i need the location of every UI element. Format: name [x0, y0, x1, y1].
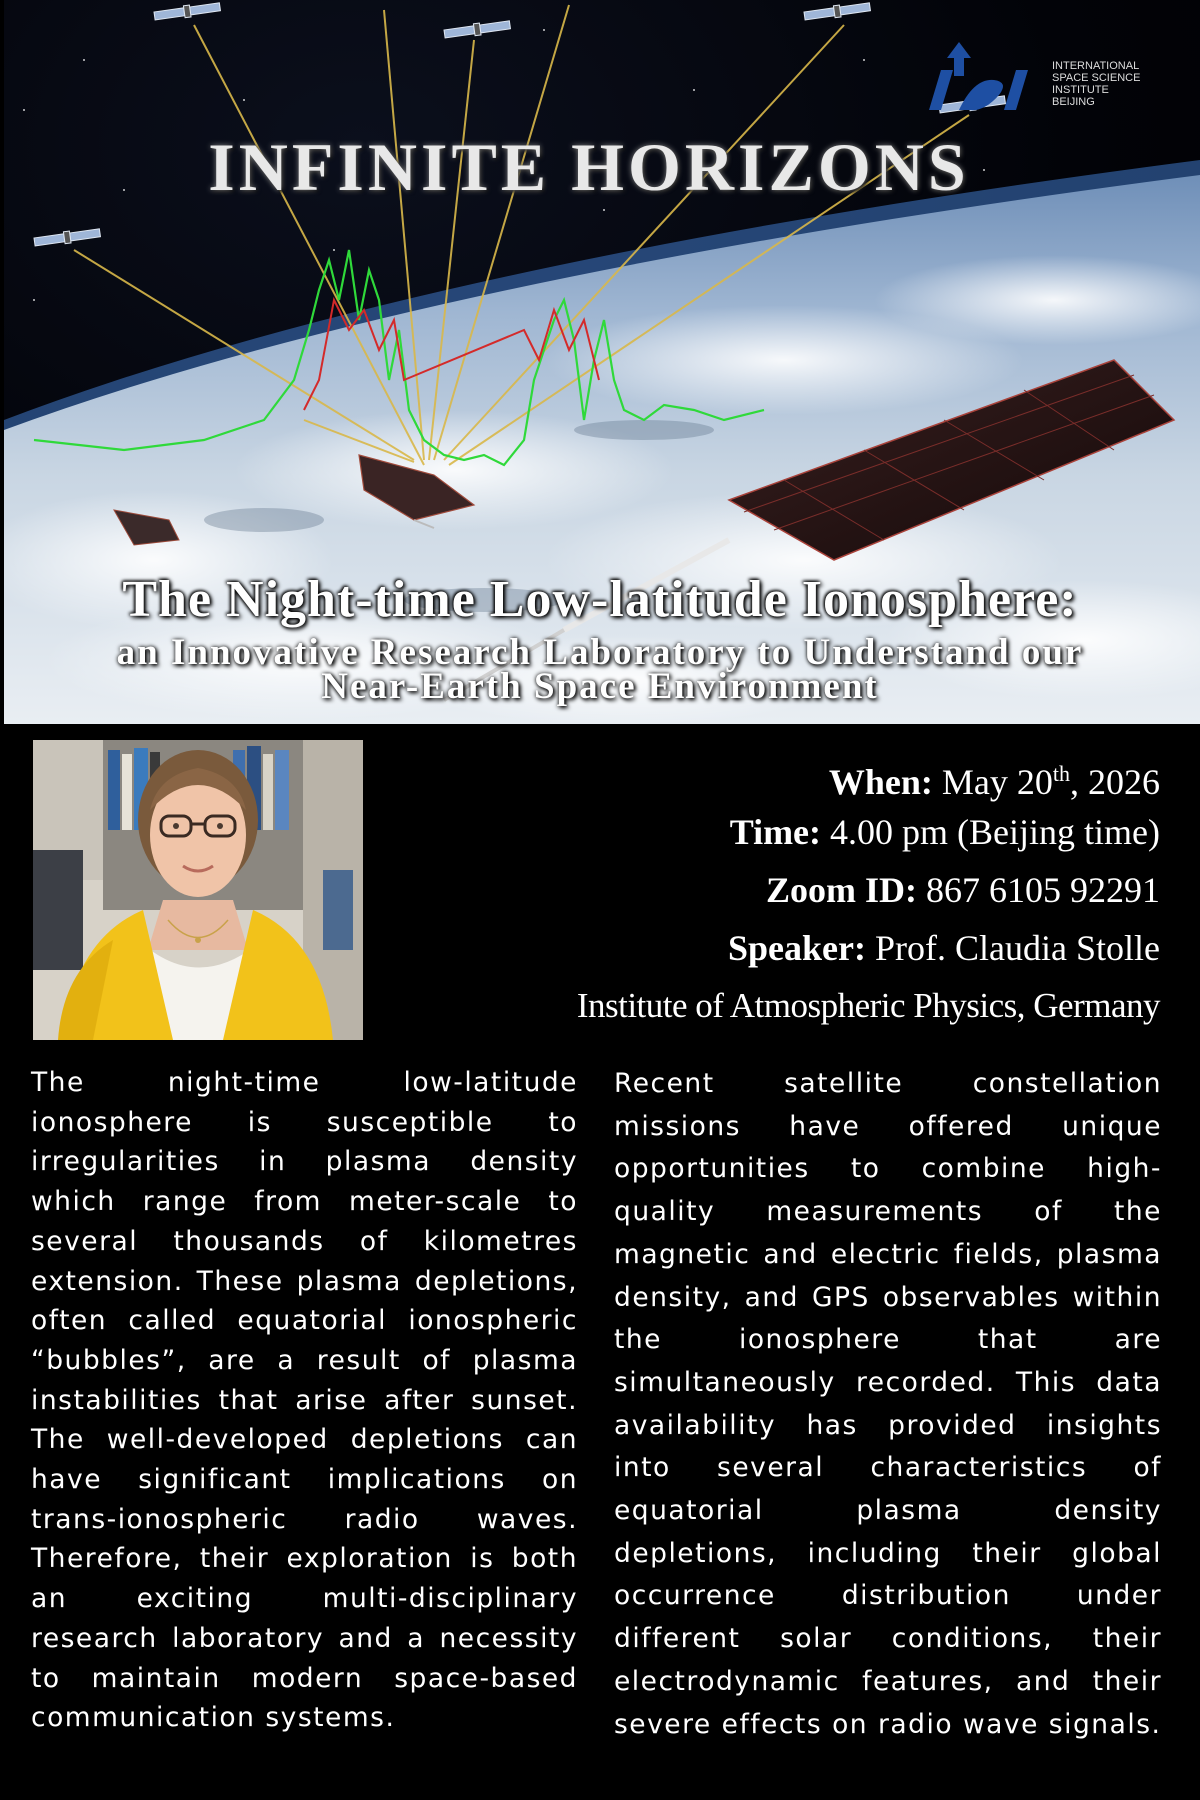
talk-title: The Night-time Low-latitude Ionosphere:: [122, 571, 1078, 628]
zoom-label: Zoom ID:: [766, 870, 917, 910]
when-date-suffix: th: [1052, 761, 1070, 786]
logo-line-3: INSTITUTE: [1052, 84, 1109, 96]
talk-subtitle-line-1: an Innovative Research Laboratory to Understand our: [116, 632, 1084, 673]
when-date: May 20: [941, 762, 1053, 802]
when-year: , 2026: [1070, 762, 1160, 802]
speaker-label: Speaker:: [728, 928, 867, 968]
talk-subtitle-line-2: Near-Earth Space Environment: [321, 666, 879, 707]
series-title: INFINITE HORIZONS: [208, 129, 970, 205]
speaker-row: [577, 926, 1160, 984]
when-row: [577, 752, 1160, 810]
issi-logo-icon: [919, 40, 1049, 120]
logo-line-4: BEIJING: [1052, 96, 1095, 108]
abstract-left-column: The night-time low-latitude ionosphere is susceptible to irregularities in plasma density which range from meter-scale to several thousands of kilometres extension. These plasma depletions, often called equatorial ionospheric “bubbles”, are a result of plasma instabilities that arise after sunset. The well-developed depletions can have significant implications on trans-ionospheric radio waves. Therefore, their exploration is both an exciting multi-disciplinary research laboratory and a necessity to maintain modern space-based communication systems.: [31, 1067, 578, 1734]
talk-subtitle: [0, 632, 1200, 707]
time-label: Time:: [729, 812, 822, 852]
zoom-id: 867 6105 92291: [926, 870, 1160, 910]
speaker-photo: [33, 740, 363, 1040]
speaker-name: Prof. Claudia Stolle: [875, 928, 1160, 968]
institution: Institute of Atmospheric Physics, Germany: [576, 986, 1160, 1025]
when-value: [942, 762, 1160, 802]
when-label: When:: [828, 762, 933, 802]
logo-line-2: SPACE SCIENCE: [1052, 72, 1141, 84]
abstract-right-column: Recent satellite constellation missions have offered unique opportunities to combine high-quality measurements of the magnetic and electric fields, plasma density, and GPS observables within the ionosphere that are simultaneously recorded. This data availability has provided insights into several characteristics of equatorial plasma density depletions, including their global occurrence distribution under different solar conditions, their electrodynamic features, and their severe effects on radio wave signals.: [614, 1068, 1162, 1740]
issi-logo: [919, 40, 1169, 120]
logo-line-1: INTERNATIONAL: [1052, 60, 1140, 72]
logo-text: [1052, 60, 1140, 108]
speaker-portrait-illustration: [33, 740, 363, 1040]
event-info: [577, 752, 1160, 1042]
time-value: 4.00 pm (Beijing time): [830, 812, 1160, 852]
time-row: [577, 810, 1160, 868]
zoom-row: [577, 868, 1160, 926]
